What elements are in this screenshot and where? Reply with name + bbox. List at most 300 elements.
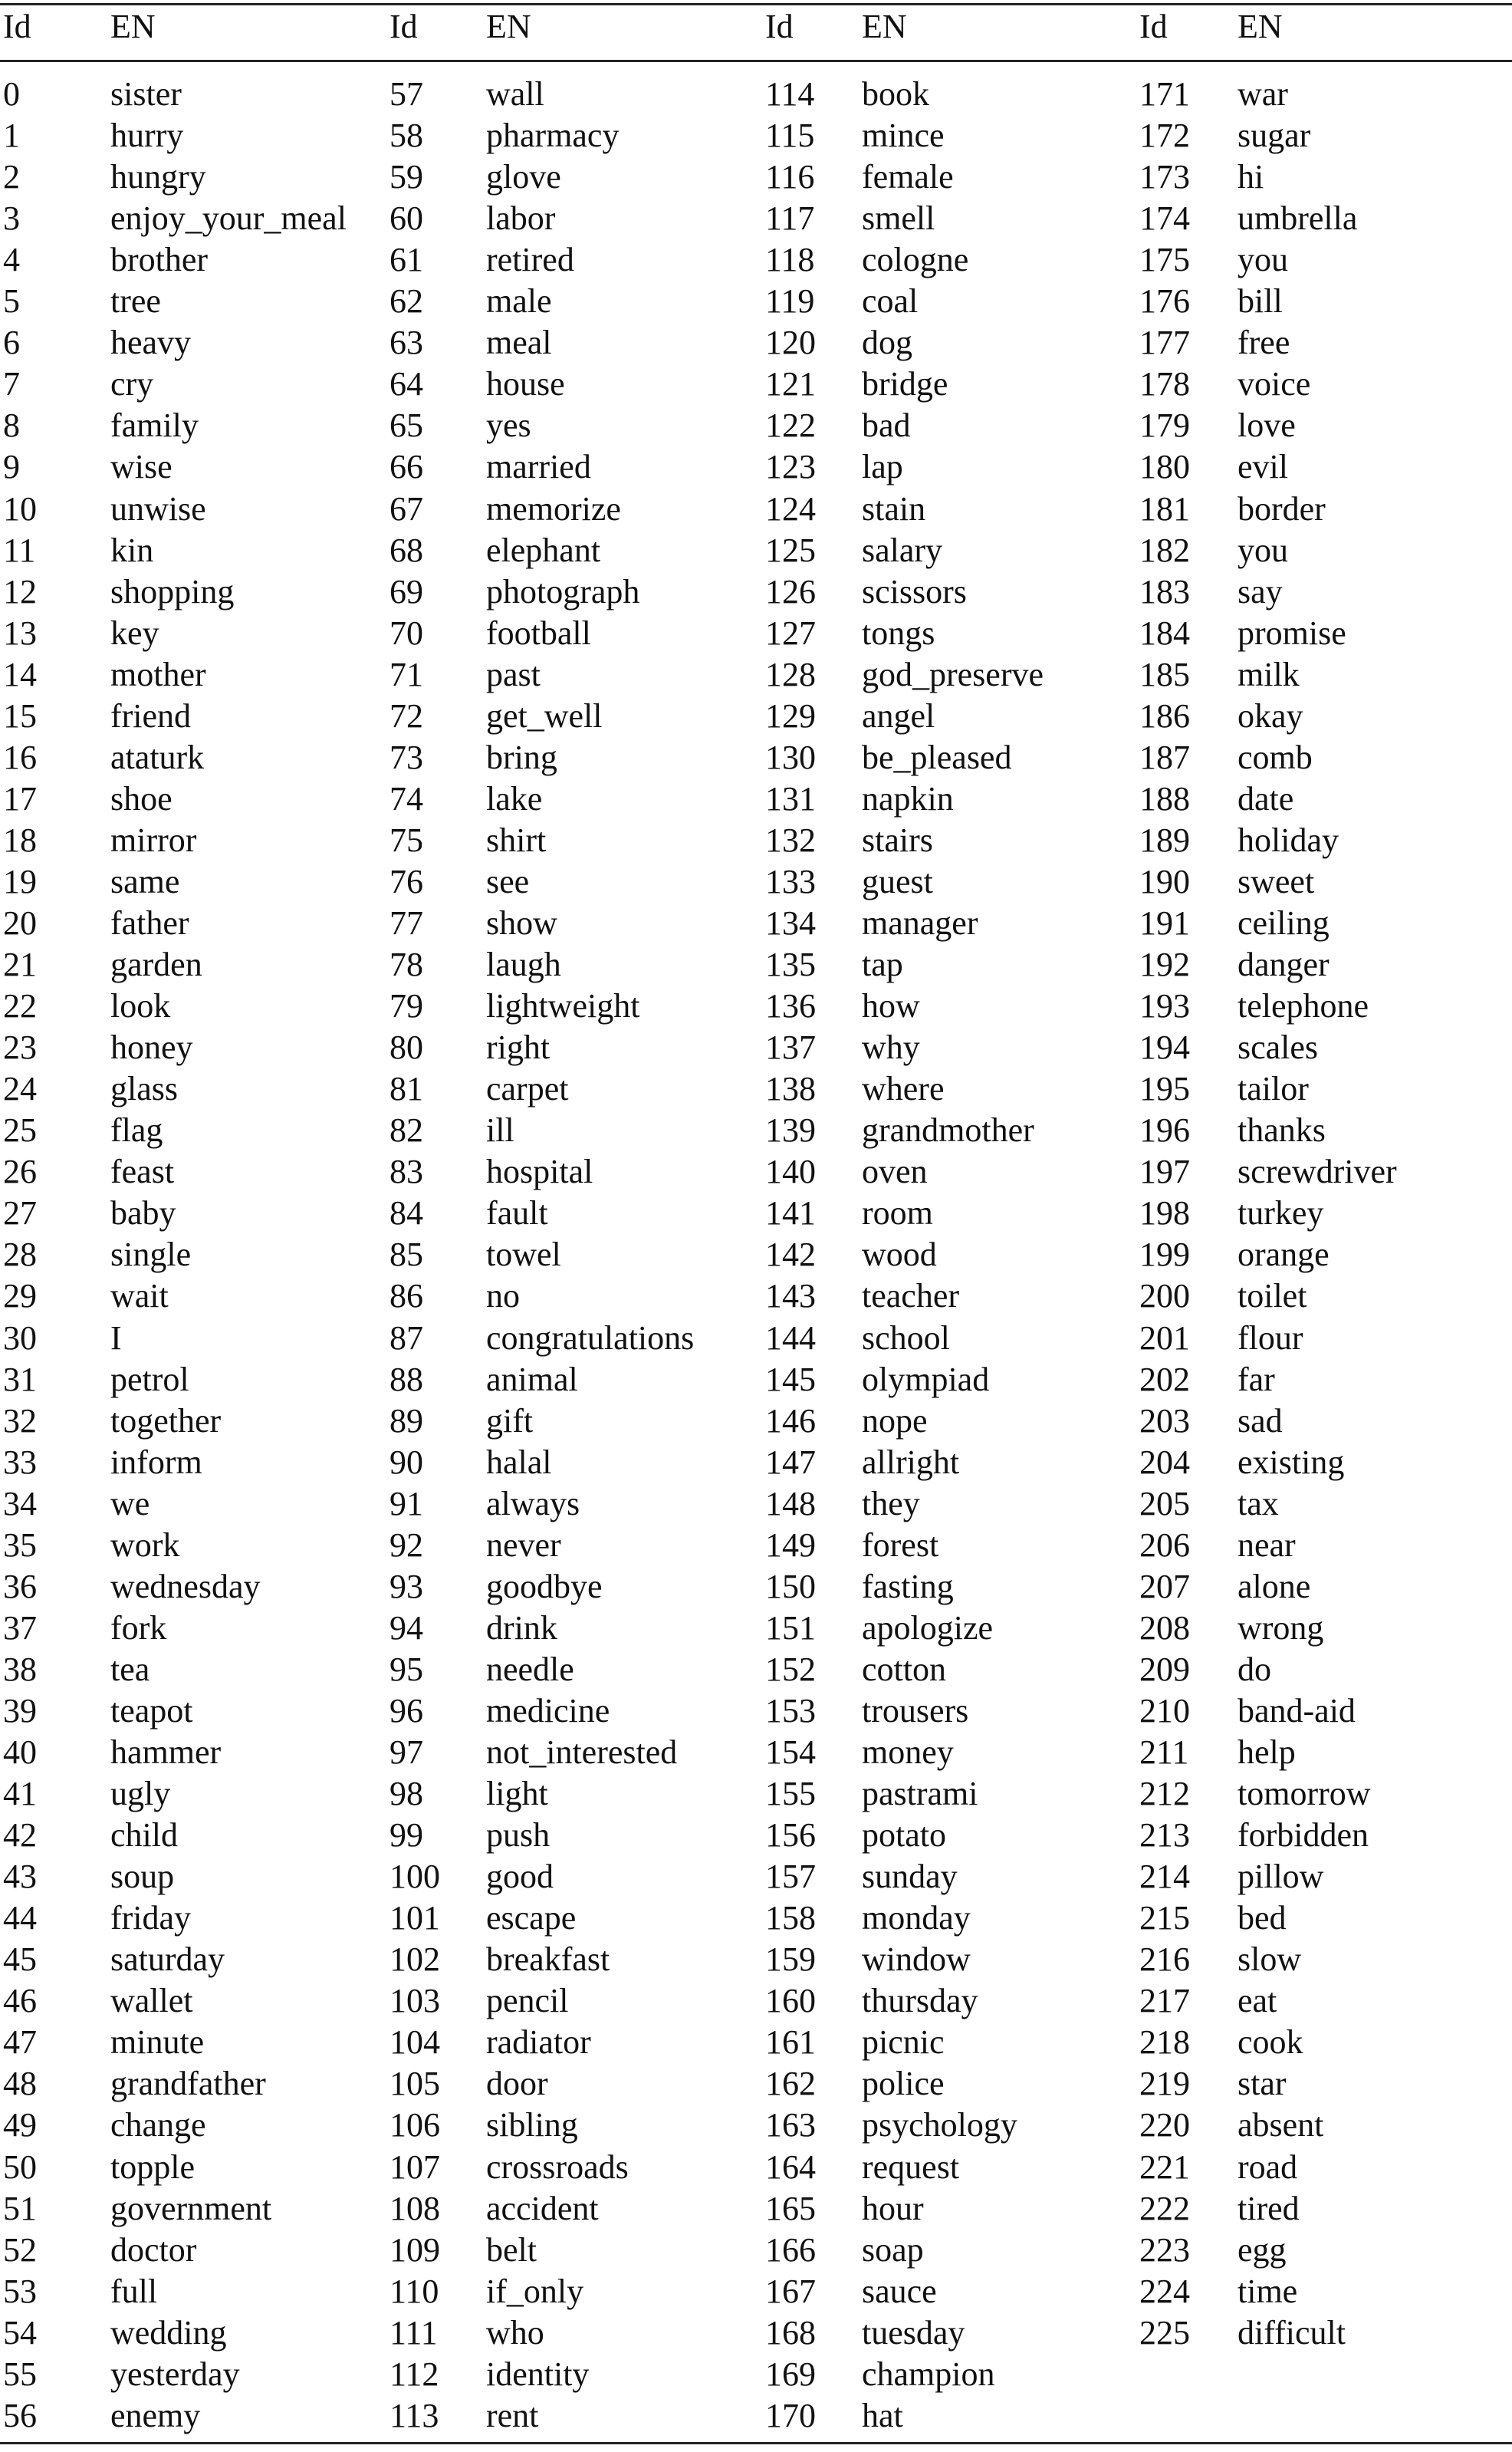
cell-id: 163: [765, 2106, 816, 2144]
cell-id: 48: [3, 2065, 37, 2102]
cell-id: 77: [390, 904, 423, 942]
cell-en: accident: [486, 2190, 599, 2227]
cell-en: no: [486, 1277, 520, 1315]
cell-id: 218: [1139, 2023, 1190, 2061]
cell-en: brother: [110, 241, 209, 278]
cell-en: road: [1238, 2148, 1298, 2186]
cell-en: who: [486, 2314, 544, 2352]
cell-en: cologne: [862, 241, 969, 278]
cell-en: date: [1238, 780, 1294, 818]
cell-id: 137: [765, 1029, 816, 1066]
cell-id: 206: [1139, 1526, 1190, 1564]
cell-en: napkin: [862, 780, 954, 818]
cell-id: 185: [1139, 656, 1190, 693]
cell-id: 101: [390, 1899, 440, 1937]
cell-en: scales: [1238, 1029, 1319, 1066]
cell-id: 82: [390, 1111, 423, 1149]
cell-en: champion: [862, 2355, 995, 2393]
cell-en: tomorrow: [1238, 1775, 1371, 1812]
cell-id: 225: [1139, 2314, 1190, 2352]
cell-id: 200: [1139, 1277, 1190, 1315]
cell-id: 172: [1139, 117, 1190, 154]
cell-id: 196: [1139, 1111, 1190, 1149]
cell-id: 197: [1139, 1153, 1190, 1190]
cell-id: 43: [3, 1858, 37, 1895]
cell-id: 50: [3, 2148, 37, 2186]
cell-id: 149: [765, 1526, 816, 1564]
cell-en: look: [110, 987, 171, 1025]
cell-en: ataturk: [110, 739, 205, 776]
cell-id: 191: [1139, 904, 1190, 942]
cell-en: halal: [486, 1443, 552, 1481]
cell-en: meal: [486, 324, 552, 361]
cell-en: pastrami: [862, 1775, 978, 1812]
cell-id: 107: [390, 2148, 440, 2186]
cell-en: bridge: [862, 365, 948, 403]
cell-en: existing: [1238, 1443, 1345, 1481]
cell-en: never: [486, 1526, 561, 1564]
cell-id: 23: [3, 1029, 37, 1066]
cell-id: 39: [3, 1692, 37, 1730]
cell-id: 142: [765, 1236, 816, 1273]
cell-en: dog: [862, 324, 912, 361]
cell-id: 92: [390, 1526, 423, 1564]
cell-en: honey: [110, 1029, 193, 1066]
cell-en: medicine: [486, 1692, 610, 1730]
cell-id: 183: [1139, 573, 1190, 611]
cell-id: 184: [1139, 614, 1190, 652]
cell-id: 194: [1139, 1029, 1190, 1066]
cell-id: 62: [390, 282, 423, 320]
cell-en: we: [110, 1485, 150, 1522]
cell-id: 192: [1139, 946, 1190, 983]
cell-id: 51: [3, 2190, 37, 2227]
cell-en: ugly: [110, 1775, 171, 1812]
cell-id: 211: [1139, 1733, 1189, 1771]
cell-id: 217: [1139, 1982, 1190, 2019]
cell-en: wall: [486, 75, 544, 113]
cell-en: radiator: [486, 2023, 591, 2061]
cell-en: difficult: [1238, 2314, 1346, 2352]
cell-en: identity: [486, 2355, 590, 2393]
cell-id: 47: [3, 2023, 37, 2061]
cell-en: enemy: [110, 2397, 201, 2434]
cell-en: cook: [1238, 2023, 1303, 2061]
cell-en: manager: [862, 904, 978, 942]
cell-id: 110: [390, 2273, 439, 2310]
cell-id: 202: [1139, 1361, 1190, 1398]
cell-en: kin: [110, 532, 154, 569]
cell-id: 15: [3, 697, 37, 735]
cell-en: hammer: [110, 1733, 222, 1771]
cell-id: 12: [3, 573, 37, 611]
cell-id: 26: [3, 1153, 37, 1190]
cell-en: government: [110, 2190, 272, 2227]
cell-en: shopping: [110, 573, 235, 611]
cell-id: 179: [1139, 406, 1190, 444]
cell-en: hi: [1238, 158, 1264, 196]
cell-en: bill: [1238, 282, 1283, 320]
cell-id: 80: [390, 1029, 423, 1066]
cell-en: wedding: [110, 2314, 227, 2352]
cell-en: hour: [862, 2190, 924, 2227]
cell-en: sad: [1238, 1402, 1283, 1440]
cell-id: 145: [765, 1361, 816, 1398]
cell-id: 166: [765, 2231, 816, 2269]
cell-id: 63: [390, 324, 423, 361]
cell-en: pillow: [1238, 1858, 1324, 1895]
cell-en: rent: [486, 2397, 539, 2434]
cell-id: 168: [765, 2314, 816, 2352]
cell-id: 122: [765, 406, 816, 444]
cell-id: 35: [3, 1526, 37, 1564]
cell-id: 181: [1139, 490, 1190, 528]
cell-id: 97: [390, 1733, 423, 1771]
cell-en: soap: [862, 2231, 924, 2269]
cell-en: see: [486, 863, 530, 900]
cell-id: 4: [3, 241, 20, 278]
cell-id: 33: [3, 1443, 37, 1481]
cell-en: absent: [1238, 2106, 1324, 2144]
cell-id: 105: [390, 2065, 440, 2102]
cell-id: 71: [390, 656, 423, 693]
cell-en: drink: [486, 1609, 557, 1647]
cell-id: 81: [390, 1070, 423, 1108]
cell-id: 109: [390, 2231, 440, 2269]
cell-en: monday: [862, 1899, 971, 1937]
cell-en: gift: [486, 1402, 534, 1440]
cell-id: 164: [765, 2148, 816, 2186]
cell-en: baby: [110, 1194, 176, 1232]
cell-en: they: [862, 1485, 920, 1522]
cell-id: 91: [390, 1485, 423, 1522]
cell-id: 98: [390, 1775, 423, 1812]
cell-en: money: [862, 1733, 954, 1771]
cell-id: 29: [3, 1277, 37, 1315]
cell-en: star: [1238, 2065, 1287, 2102]
cell-en: memorize: [486, 490, 621, 528]
cell-id: 175: [1139, 241, 1190, 278]
cell-id: 195: [1139, 1070, 1190, 1108]
cell-en: milk: [1238, 656, 1300, 693]
cell-id: 135: [765, 946, 816, 983]
cell-en: always: [486, 1485, 580, 1522]
cell-id: 187: [1139, 739, 1190, 776]
cell-en: lap: [862, 448, 903, 485]
cell-en: wait: [110, 1277, 169, 1315]
cell-en: war: [1238, 75, 1288, 113]
cell-id: 132: [765, 821, 816, 859]
cell-en: work: [110, 1526, 180, 1564]
cell-id: 209: [1139, 1651, 1190, 1688]
header-en-1: EN: [110, 8, 156, 45]
cell-en: you: [1238, 241, 1288, 278]
cell-en: sunday: [862, 1858, 958, 1895]
cell-id: 7: [3, 365, 20, 403]
cell-en: married: [486, 448, 591, 485]
cell-en: goodbye: [486, 1568, 603, 1605]
cell-en: window: [862, 1940, 971, 1978]
cell-en: bring: [486, 739, 557, 776]
cell-en: telephone: [1238, 987, 1369, 1025]
cell-id: 177: [1139, 324, 1190, 361]
cell-en: grandmother: [862, 1111, 1034, 1149]
cell-en: comb: [1238, 739, 1313, 776]
cell-en: animal: [486, 1361, 578, 1398]
cell-en: school: [862, 1319, 950, 1357]
cell-en: sweet: [1238, 863, 1315, 900]
cell-id: 121: [765, 365, 816, 403]
cell-en: sauce: [862, 2273, 937, 2310]
cell-en: request: [862, 2148, 960, 2186]
cell-id: 74: [390, 780, 423, 818]
bottom-rule: [0, 2442, 1512, 2444]
cell-id: 148: [765, 1485, 816, 1522]
cell-id: 193: [1139, 987, 1190, 1025]
cell-en: stairs: [862, 821, 933, 859]
cell-en: tree: [110, 282, 161, 320]
cell-id: 212: [1139, 1775, 1190, 1812]
cell-en: flour: [1238, 1319, 1303, 1357]
cell-id: 96: [390, 1692, 423, 1730]
cell-en: yesterday: [110, 2355, 240, 2393]
cell-id: 57: [390, 75, 423, 113]
cell-id: 199: [1139, 1236, 1190, 1273]
cell-en: how: [862, 987, 920, 1025]
cell-id: 54: [3, 2314, 37, 2352]
header-id-2: Id: [390, 8, 418, 45]
cell-en: picnic: [862, 2023, 945, 2061]
cell-id: 111: [390, 2314, 438, 2352]
header-id-1: Id: [3, 8, 31, 45]
cell-id: 79: [390, 987, 423, 1025]
cell-en: stain: [862, 490, 926, 528]
cell-en: do: [1238, 1651, 1271, 1688]
cell-id: 69: [390, 573, 423, 611]
cell-en: ill: [486, 1111, 514, 1149]
cell-id: 64: [390, 365, 423, 403]
cell-id: 207: [1139, 1568, 1190, 1605]
cell-id: 89: [390, 1402, 423, 1440]
cell-en: forest: [862, 1526, 939, 1564]
cell-en: if_only: [486, 2273, 584, 2310]
cell-id: 19: [3, 863, 37, 900]
cell-en: tea: [110, 1651, 150, 1688]
cell-en: oven: [862, 1153, 928, 1190]
cell-id: 49: [3, 2106, 37, 2144]
cell-en: tax: [1238, 1485, 1279, 1522]
cell-id: 34: [3, 1485, 37, 1522]
cell-id: 116: [765, 158, 815, 196]
header-en-3: EN: [862, 8, 907, 45]
cell-id: 68: [390, 532, 423, 569]
cell-id: 8: [3, 406, 20, 444]
cell-en: child: [110, 1816, 178, 1854]
cell-en: tuesday: [862, 2314, 965, 2352]
cell-id: 78: [390, 946, 423, 983]
cell-en: tailor: [1238, 1070, 1309, 1108]
cell-id: 17: [3, 780, 37, 818]
cell-id: 85: [390, 1236, 423, 1273]
cell-id: 0: [3, 75, 20, 113]
cell-id: 5: [3, 282, 20, 320]
cell-en: bed: [1238, 1899, 1287, 1937]
cell-id: 60: [390, 199, 423, 237]
cell-en: right: [486, 1029, 551, 1066]
cell-id: 186: [1139, 697, 1190, 735]
cell-en: turkey: [1238, 1194, 1324, 1232]
cell-en: cotton: [862, 1651, 946, 1688]
cell-en: feast: [110, 1153, 175, 1190]
cell-en: minute: [110, 2023, 205, 2061]
cell-en: allright: [862, 1443, 960, 1481]
cell-id: 124: [765, 490, 816, 528]
cell-id: 36: [3, 1568, 37, 1605]
cell-en: thanks: [1238, 1111, 1326, 1149]
cell-id: 55: [3, 2355, 37, 2393]
cell-en: sibling: [486, 2106, 578, 2144]
cell-id: 42: [3, 1816, 37, 1854]
cell-en: door: [486, 2065, 548, 2102]
cell-id: 106: [390, 2106, 440, 2144]
cell-en: photograph: [486, 573, 640, 611]
cell-en: slow: [1238, 1940, 1302, 1978]
cell-en: hurry: [110, 117, 184, 154]
cell-en: soup: [110, 1858, 175, 1895]
header-id-4: Id: [1139, 8, 1168, 45]
cell-en: thursday: [862, 1982, 978, 2019]
cell-id: 108: [390, 2190, 440, 2227]
cell-id: 88: [390, 1361, 423, 1398]
cell-id: 165: [765, 2190, 816, 2227]
cell-id: 224: [1139, 2273, 1190, 2310]
cell-en: same: [110, 863, 180, 900]
cell-en: border: [1238, 490, 1326, 528]
cell-id: 32: [3, 1402, 37, 1440]
cell-en: olympiad: [862, 1361, 990, 1398]
cell-en: alone: [1238, 1568, 1311, 1605]
cell-en: needle: [486, 1651, 574, 1688]
cell-id: 84: [390, 1194, 423, 1232]
cell-id: 100: [390, 1858, 440, 1895]
cell-id: 125: [765, 532, 816, 569]
cell-en: not_interested: [486, 1733, 678, 1771]
cell-id: 180: [1139, 448, 1190, 485]
cell-en: shirt: [486, 821, 547, 859]
cell-en: doctor: [110, 2231, 197, 2269]
cell-id: 53: [3, 2273, 37, 2310]
cell-en: teapot: [110, 1692, 193, 1730]
cell-id: 134: [765, 904, 816, 942]
cell-id: 94: [390, 1609, 423, 1647]
cell-en: nope: [862, 1402, 928, 1440]
cell-en: football: [486, 614, 591, 652]
cell-en: egg: [1238, 2231, 1287, 2269]
cell-id: 65: [390, 406, 423, 444]
cell-id: 133: [765, 863, 816, 900]
cell-id: 223: [1139, 2231, 1190, 2269]
cell-id: 174: [1139, 199, 1190, 237]
cell-id: 153: [765, 1692, 816, 1730]
cell-id: 90: [390, 1443, 423, 1481]
cell-id: 146: [765, 1402, 816, 1440]
cell-en: free: [1238, 324, 1290, 361]
cell-en: grandfather: [110, 2065, 266, 2102]
cell-en: I: [110, 1319, 122, 1357]
cell-id: 126: [765, 573, 816, 611]
cell-en: police: [862, 2065, 945, 2102]
cell-id: 52: [3, 2231, 37, 2269]
cell-id: 114: [765, 75, 815, 113]
cell-id: 27: [3, 1194, 37, 1232]
cell-id: 210: [1139, 1692, 1190, 1730]
cell-id: 117: [765, 199, 815, 237]
cell-id: 152: [765, 1651, 816, 1688]
cell-en: promise: [1238, 614, 1346, 652]
cell-en: carpet: [486, 1070, 569, 1108]
cell-en: glass: [110, 1070, 178, 1108]
cell-en: light: [486, 1775, 548, 1812]
cell-en: topple: [110, 2148, 195, 2186]
cell-en: apologize: [862, 1609, 994, 1647]
cell-id: 127: [765, 614, 816, 652]
cell-id: 1: [3, 117, 20, 154]
cell-id: 169: [765, 2355, 816, 2393]
cell-id: 104: [390, 2023, 440, 2061]
cell-en: fasting: [862, 1568, 954, 1605]
cell-en: wood: [862, 1236, 937, 1273]
cell-en: get_well: [486, 697, 603, 735]
cell-en: yes: [486, 406, 531, 444]
cell-id: 161: [765, 2023, 816, 2061]
cell-en: elephant: [486, 532, 601, 569]
cell-id: 123: [765, 448, 816, 485]
cell-en: congratulations: [486, 1319, 695, 1357]
cell-id: 9: [3, 448, 20, 485]
cell-id: 25: [3, 1111, 37, 1149]
cell-id: 67: [390, 490, 423, 528]
cell-en: say: [1238, 573, 1283, 611]
cell-id: 45: [3, 1940, 37, 1978]
cell-en: mince: [862, 117, 945, 154]
cell-id: 154: [765, 1733, 816, 1771]
cell-id: 93: [390, 1568, 423, 1605]
cell-en: push: [486, 1816, 551, 1854]
cell-id: 208: [1139, 1609, 1190, 1647]
cell-en: male: [486, 282, 552, 320]
cell-en: petrol: [110, 1361, 189, 1398]
cell-id: 144: [765, 1319, 816, 1357]
cell-id: 167: [765, 2273, 816, 2310]
cell-en: saturday: [110, 1940, 225, 1978]
cell-en: wallet: [110, 1982, 193, 2019]
cell-en: breakfast: [486, 1940, 610, 1978]
cell-id: 18: [3, 821, 37, 859]
cell-id: 11: [3, 532, 36, 569]
cell-en: pencil: [486, 1982, 569, 2019]
cell-en: sister: [110, 75, 182, 113]
cell-id: 73: [390, 739, 423, 776]
cell-id: 222: [1139, 2190, 1190, 2227]
cell-id: 66: [390, 448, 423, 485]
cell-id: 61: [390, 241, 423, 278]
cell-en: belt: [486, 2231, 537, 2269]
cell-en: where: [862, 1070, 945, 1108]
cell-id: 140: [765, 1153, 816, 1190]
cell-id: 178: [1139, 365, 1190, 403]
cell-id: 158: [765, 1899, 816, 1937]
cell-en: crossroads: [486, 2148, 629, 2186]
